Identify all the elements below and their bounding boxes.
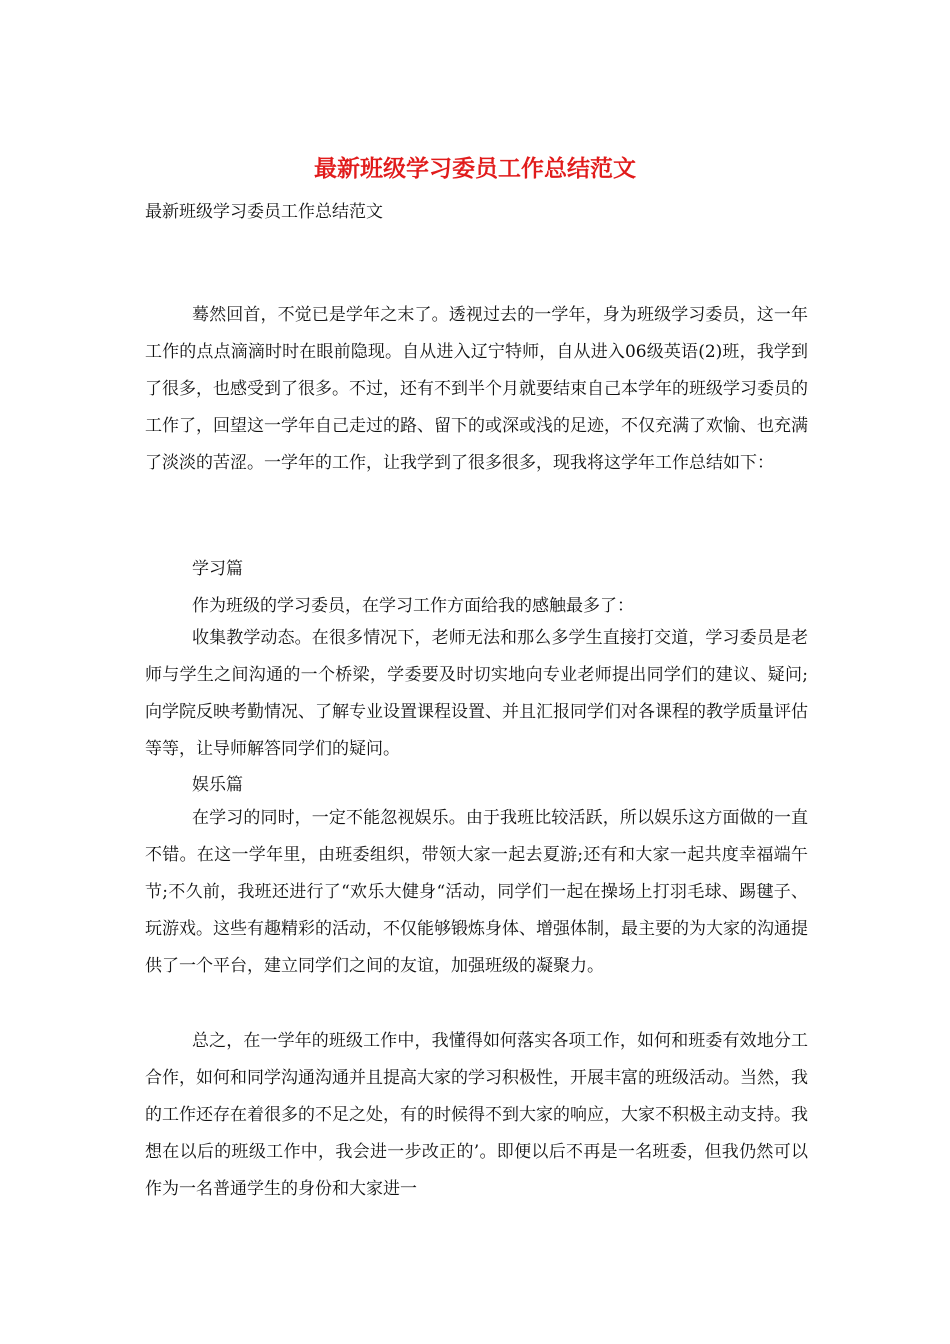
document-subtitle: 最新班级学习委员工作总结范文 [145,202,383,222]
document-title: 最新班级学习委员工作总结范文 [314,155,636,182]
study-body-paragraph: 收集教学动态。在很多情况下，老师无法和那么多学生直接打交道，学习委员是老师与学生之间沟通的一个桥梁，学委要及时切实地向专业老师提出同学们的建议、疑问;向学院反映考勤情况、了解专业设置课程设置、并且汇报同学们对各课程的教学质量评估等等，让导师解答同学们的疑问。 [145,628,808,759]
study-heading: 学习篇 [192,559,243,579]
study-lead-paragraph: 作为班级的学习委员，在学习工作方面给我的感触最多了： [192,596,634,616]
fun-heading: 娱乐篇 [192,775,243,795]
summary-paragraph: 总之，在一学年的班级工作中，我懂得如何落实各项工作，如何和班委有效地分工合作，如何和同学沟通沟通并且提高大家的学习积极性，开展丰富的班级活动。当然，我的工作还存在着很多的不足之处，有的时候得不到大家的响应，大家不积极主动支持。我想在以后的班级工作中，我会进一步改正的’。即便以后不再是一名班委，但我仍然可以作为一名普通学生的身份和大家进一 [145,1031,808,1199]
intro-paragraph: 蓦然回首，不觉已是学年之末了。透视过去的一学年，身为班级学习委员，这一年工作的点点滴滴时时在眼前隐现。自从进入辽宁特师，自从进入06级英语(2)班，我学到了很多，也感受到了很多。不过，还有不到半个月就要结束自己本学年的班级学习委员的工作了，回望这一学年自己走过的路、留下的或深或浅的足迹，不仅充满了欢愉、也充满了淡淡的苦涩。一学年的工作，让我学到了很多很多，现我将这学年工作总结如下： [145,305,808,473]
fun-body-paragraph: 在学习的同时，一定不能忽视娱乐。由于我班比较活跃，所以娱乐这方面做的一直不错。在这一学年里，由班委组织，带领大家一起去夏游;还有和大家一起共度幸福端午节;不久前，我班还进行了“欢乐大健身“活动，同学们一起在操场上打羽毛球、踢毽子、玩游戏。这些有趣精彩的活动，不仅能够锻炼身体、增强体制，最主要的为大家的沟通提供了一个平台，建立同学们之间的友谊，加强班级的凝聚力。 [145,808,808,976]
